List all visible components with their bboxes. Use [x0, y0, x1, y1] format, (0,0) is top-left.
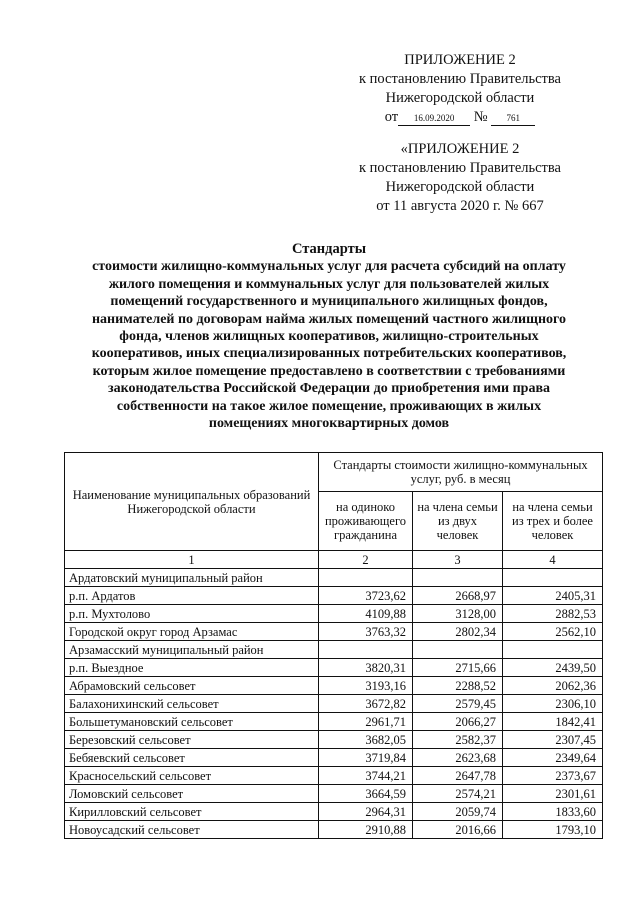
single-person-value: 3719,84 — [319, 749, 413, 767]
title-line: фонда, членов жилищных кооперативов, жилищно-строительных — [119, 329, 539, 345]
municipality-name: Балахонихинский сельсовет — [65, 695, 319, 713]
three-plus-value — [503, 569, 603, 587]
single-person-value — [319, 641, 413, 659]
column-number: 4 — [503, 551, 603, 569]
two-person-value: 2574,21 — [413, 785, 503, 803]
municipality-column-header: Наименование муниципальных образований Нижегородской области — [65, 453, 319, 551]
two-person-value — [413, 641, 503, 659]
two-person-value: 2715,66 — [413, 659, 503, 677]
prev-appendix-line2: Нижегородской области — [385, 179, 535, 195]
single-person-value: 4109,88 — [319, 605, 413, 623]
two-person-value: 2668,97 — [413, 587, 503, 605]
table-row — [65, 695, 603, 713]
table-header-row — [65, 453, 603, 492]
single-person-value: 3682,05 — [319, 731, 413, 749]
single-person-value: 3664,59 — [319, 785, 413, 803]
three-plus-value: 1842,41 — [503, 713, 603, 731]
three-plus-value: 2306,10 — [503, 695, 603, 713]
single-person-value: 3672,82 — [319, 695, 413, 713]
two-person-value: 2579,45 — [413, 695, 503, 713]
two-person-value: 2623,68 — [413, 749, 503, 767]
table-row — [65, 641, 603, 659]
column-number: 1 — [65, 551, 319, 569]
previous-appendix-header — [335, 140, 585, 216]
municipality-name: Кирилловский сельсовет — [65, 803, 319, 821]
title-line: собственности на такое жилое помещение, проживающих в жилых — [116, 398, 542, 414]
three-plus-value: 1793,10 — [503, 821, 603, 839]
municipality-name: Абрамовский сельсовет — [65, 677, 319, 695]
municipality-name: р.п. Выездное — [65, 659, 319, 677]
single-person-value: 3763,32 — [319, 623, 413, 641]
appendix-number: 761 — [491, 112, 535, 126]
table-row — [65, 569, 603, 587]
three-plus-value: 2373,67 — [503, 767, 603, 785]
table-row — [65, 785, 603, 803]
table-row — [65, 605, 603, 623]
two-person-value: 2647,78 — [413, 767, 503, 785]
column-number-row — [65, 551, 603, 569]
document-title — [60, 241, 598, 432]
table-row — [65, 821, 603, 839]
prev-appendix-line1: к постановлению Правительства — [359, 160, 561, 176]
title-line: стоимости жилищно-коммунальных услуг для расчета субсидий на оплату — [92, 259, 566, 275]
appendix-line2: Нижегородской области — [385, 90, 535, 106]
column-number: 3 — [413, 551, 503, 569]
table-row — [65, 713, 603, 731]
number-label: № — [473, 109, 488, 125]
column-number: 2 — [319, 551, 413, 569]
two-person-value: 2059,74 — [413, 803, 503, 821]
single-person-column-header: на одиноко проживающего гражданина — [319, 492, 413, 551]
municipality-name: Городской округ город Арзамас — [65, 623, 319, 641]
appendix-title: ПРИЛОЖЕНИЕ 2 — [404, 52, 516, 68]
from-label: от — [384, 109, 399, 125]
single-person-value: 3820,31 — [319, 659, 413, 677]
two-person-value: 2802,34 — [413, 623, 503, 641]
standards-group-header: Стандарты стоимости жилищно-коммунальных услуг, руб. в месяц — [319, 453, 603, 492]
two-person-value — [413, 569, 503, 587]
appendix-date-row — [335, 108, 585, 127]
three-plus-value: 1833,60 — [503, 803, 603, 821]
title-line: помещениях многоквартирных домов — [208, 416, 450, 432]
table-row — [65, 803, 603, 821]
single-person-value: 2910,88 — [319, 821, 413, 839]
three-plus-value: 2562,10 — [503, 623, 603, 641]
three-plus-value: 2349,64 — [503, 749, 603, 767]
table-row — [65, 623, 603, 641]
three-plus-value: 2405,31 — [503, 587, 603, 605]
two-person-column-header: на члена семьи из двух человек — [413, 492, 503, 551]
single-person-value: 2961,71 — [319, 713, 413, 731]
municipality-name: Большетумановский сельсовет — [65, 713, 319, 731]
three-plus-value: 2439,50 — [503, 659, 603, 677]
two-person-value: 2582,37 — [413, 731, 503, 749]
title-line: жилого помещения и коммунальных услуг для пользователей жилых — [108, 276, 550, 292]
title-line: которым жилое помещение предоставлено в соответствии с требованиями — [92, 363, 566, 379]
table-row — [65, 731, 603, 749]
municipality-name: р.п. Ардатов — [65, 587, 319, 605]
table-row — [65, 767, 603, 785]
single-person-value: 3723,62 — [319, 587, 413, 605]
appendix-line1: к постановлению Правительства — [359, 71, 561, 87]
appendix-date: 16.09.2020 — [398, 112, 470, 126]
municipality-name: Новоусадский сельсовет — [65, 821, 319, 839]
title-heading: Стандарты — [291, 241, 367, 257]
title-line: кооперативов, иных специализированных потребительских кооперативов, — [91, 346, 567, 362]
title-line: законодательства Российской Федерации до приобретения ими права — [107, 381, 551, 397]
single-person-value: 3193,16 — [319, 677, 413, 695]
table-row — [65, 749, 603, 767]
municipality-name: Ардатовский муниципальный район — [65, 569, 319, 587]
two-person-value: 2016,66 — [413, 821, 503, 839]
municipality-name: р.п. Мухтолово — [65, 605, 319, 623]
two-person-value: 2288,52 — [413, 677, 503, 695]
three-plus-value: 2882,53 — [503, 605, 603, 623]
municipality-name: Ломовский сельсовет — [65, 785, 319, 803]
table-row — [65, 587, 603, 605]
table-row — [65, 677, 603, 695]
three-plus-value: 2062,36 — [503, 677, 603, 695]
prev-appendix-title: «ПРИЛОЖЕНИЕ 2 — [400, 141, 520, 157]
single-person-value — [319, 569, 413, 587]
standards-table — [64, 452, 603, 839]
single-person-value: 3744,21 — [319, 767, 413, 785]
municipality-name: Арзамасский муниципальный район — [65, 641, 319, 659]
three-plus-value: 2301,61 — [503, 785, 603, 803]
two-person-value: 2066,27 — [413, 713, 503, 731]
three-plus-column-header: на члена семьи из трех и более человек — [503, 492, 603, 551]
title-line: помещений государственного и муниципального жилищных фондов, — [110, 294, 548, 310]
appendix-header — [335, 51, 585, 127]
two-person-value: 3128,00 — [413, 605, 503, 623]
three-plus-value — [503, 641, 603, 659]
municipality-name: Красносельский сельсовет — [65, 767, 319, 785]
three-plus-value: 2307,45 — [503, 731, 603, 749]
single-person-value: 2964,31 — [319, 803, 413, 821]
table-row — [65, 659, 603, 677]
title-line: нанимателей по договорам найма жилых помещений частного жилищного — [91, 311, 567, 327]
municipality-name: Березовский сельсовет — [65, 731, 319, 749]
municipality-name: Бебяевский сельсовет — [65, 749, 319, 767]
prev-appendix-line3: от 11 августа 2020 г. № 667 — [376, 198, 544, 214]
